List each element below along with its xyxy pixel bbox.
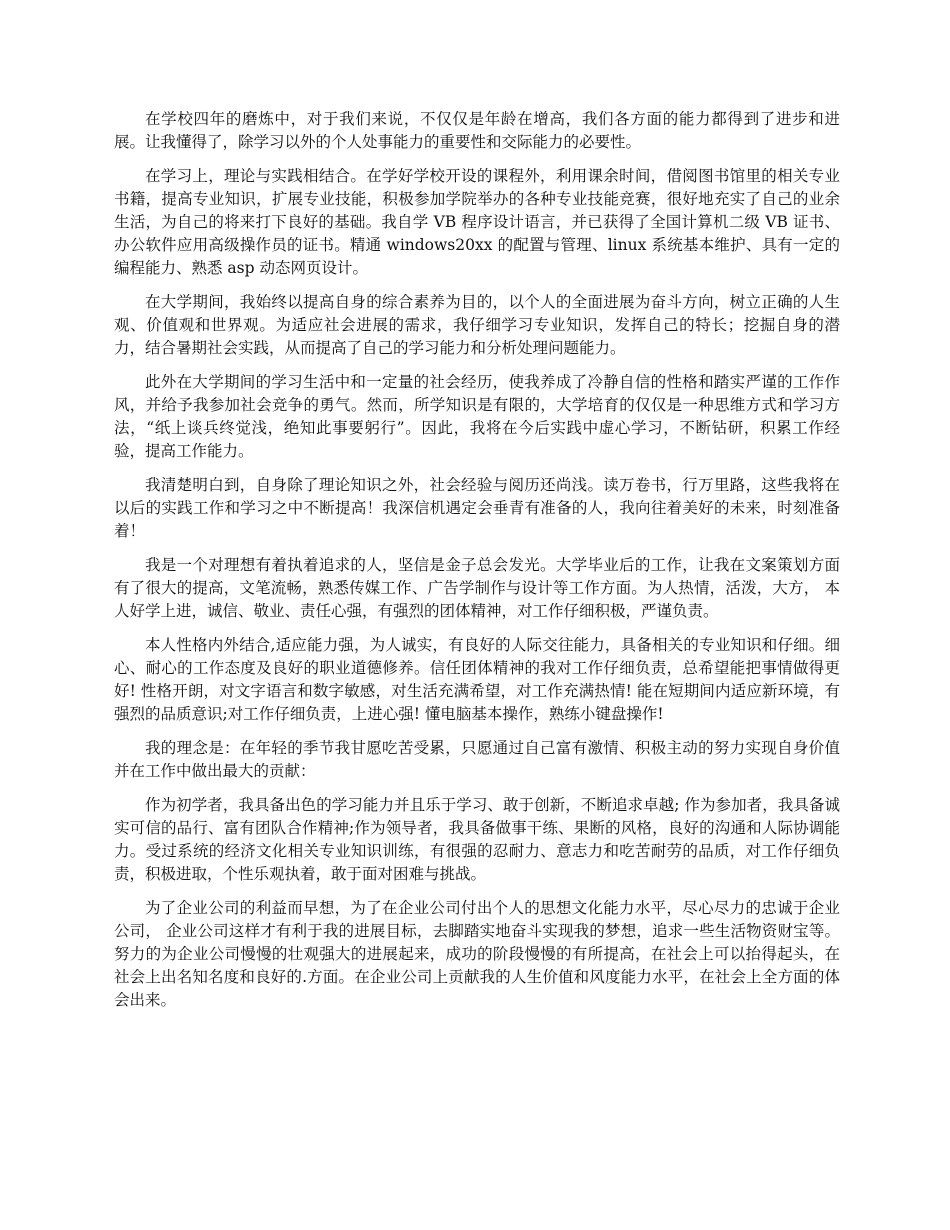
document-body <box>114 108 840 1023</box>
paragraph-6: 我是一个对理想有着执着追求的人，坚信是金子总会发光。大学毕业后的工作，让我在文案策划方面有了很大的提高，文笔流畅，熟悉传媒工作、广告学制作与设计等工作方面。为人热情，活泼，大方， 本人好学上进，诚信、敬业、责任心强，有强烈的团体精神，对工作仔细积极，严谨负责。 <box>114 556 840 620</box>
paragraph-5: 我清楚明白到，自身除了理论知识之外，社会经验与阅历还尚浅。读万卷书，行万里路，这些我将在以后的实践工作和学习之中不断提高！我深信机遇定会垂青有准备的人，我向往着美好的未来，时刻准备着！ <box>114 476 840 540</box>
paragraph-8: 我的理念是：在年轻的季节我甘愿吃苦受累，只愿通过自己富有激情、积极主动的努力实现自身价值并在工作中做出最大的贡献： <box>114 739 840 780</box>
paragraph-1: 在学校四年的磨炼中，对于我们来说，不仅仅是年龄在增高，我们各方面的能力都得到了进步和进展。让我懂得了，除学习以外的个人处事能力的重要性和交际能力的必要性。 <box>114 110 840 151</box>
paragraph-9: 作为初学者，我具备出色的学习能力并且乐于学习、敢于创新，不断追求卓越; 作为参加者，我具备诚实可信的品行、富有团队合作精神;作为领导者，我具备做事干练、果断的风格，良好的沟通和人际协调能力。受过系统的经济文化相关专业知识训练，有很强的忍耐力、意志力和吃苦耐劳的品质，对工作仔细负责，积极进取，个性乐观执着，敢于面对困难与挑战。 <box>114 796 840 883</box>
paragraph-4: 此外在大学期间的学习生活中和一定量的社会经历，使我养成了冷静自信的性格和踏实严谨的工作作风，并给予我参加社会竞争的勇气。然而，所学知识是有限的，大学培育的仅仅是一种思维方式和学习方法，“纸上谈兵终觉浅，绝知此事要躬行”。因此，我将在今后实践中虚心学习，不断钻研，积累工作经验，提高工作能力。 <box>114 373 840 460</box>
paragraph-2: 在学习上，理论与实践相结合。在学好学校开设的课程外，利用课余时间，借阅图书馆里的相关专业书籍，提高专业知识，扩展专业技能，积极参加学院举办的各种专业技能竞赛，很好地充实了自己的业余生活，为自己的将来打下良好的基础。我自学 VB 程序设计语言，并已获得了全国计算机二级 VB 证书、办公软件应用高级操作员的证书。精通 windows20xx 的配置与管理、linux 系统基本维护、具有一定的编程能力、熟悉 asp 动态网页设计。 <box>114 167 840 277</box>
paragraph-10: 为了企业公司的利益而早想，为了在企业公司付出个人的思想文化能力水平，尽心尽力的忠诚于企业公司， 企业公司这样才有利于我的进展目标，去脚踏实地奋斗实现我的梦想，追求一些生活物资财宝等。努力的为企业公司慢慢的壮观强大的进展起来，成功的阶段慢慢的有所提高，在社会上可以抬得起头，在社会上出名知名度和良好的.方面。在企业公司上贡献我的人生价值和风度能力水平，在社会上全方面的体会出来。 <box>114 899 840 1009</box>
paragraph-3: 在大学期间，我始终以提高自身的综合素养为目的，以个人的全面进展为奋斗方向，树立正确的人生观、价值观和世界观。为适应社会进展的需求，我仔细学习专业知识，发挥自己的特长；挖掘自身的潜力，结合暑期社会实践，从而提高了自己的学习能力和分析处理问题能力。 <box>114 293 840 357</box>
paragraph-7: 本人性格内外结合,适应能力强，为人诚实，有良好的人际交往能力，具备相关的专业知识和仔细。细心、耐心的工作态度及良好的职业道德修养。信任团体精神的我对工作仔细负责，总希望能把事情做得更好! 性格开朗，对文字语言和数字敏感，对生活充满希望，对工作充满热情! 能在短期间内适应新环境，有强烈的品质意识;对工作仔细负责，上进心强! 懂电脑基本操作，熟练小键盘操作! <box>114 636 840 723</box>
